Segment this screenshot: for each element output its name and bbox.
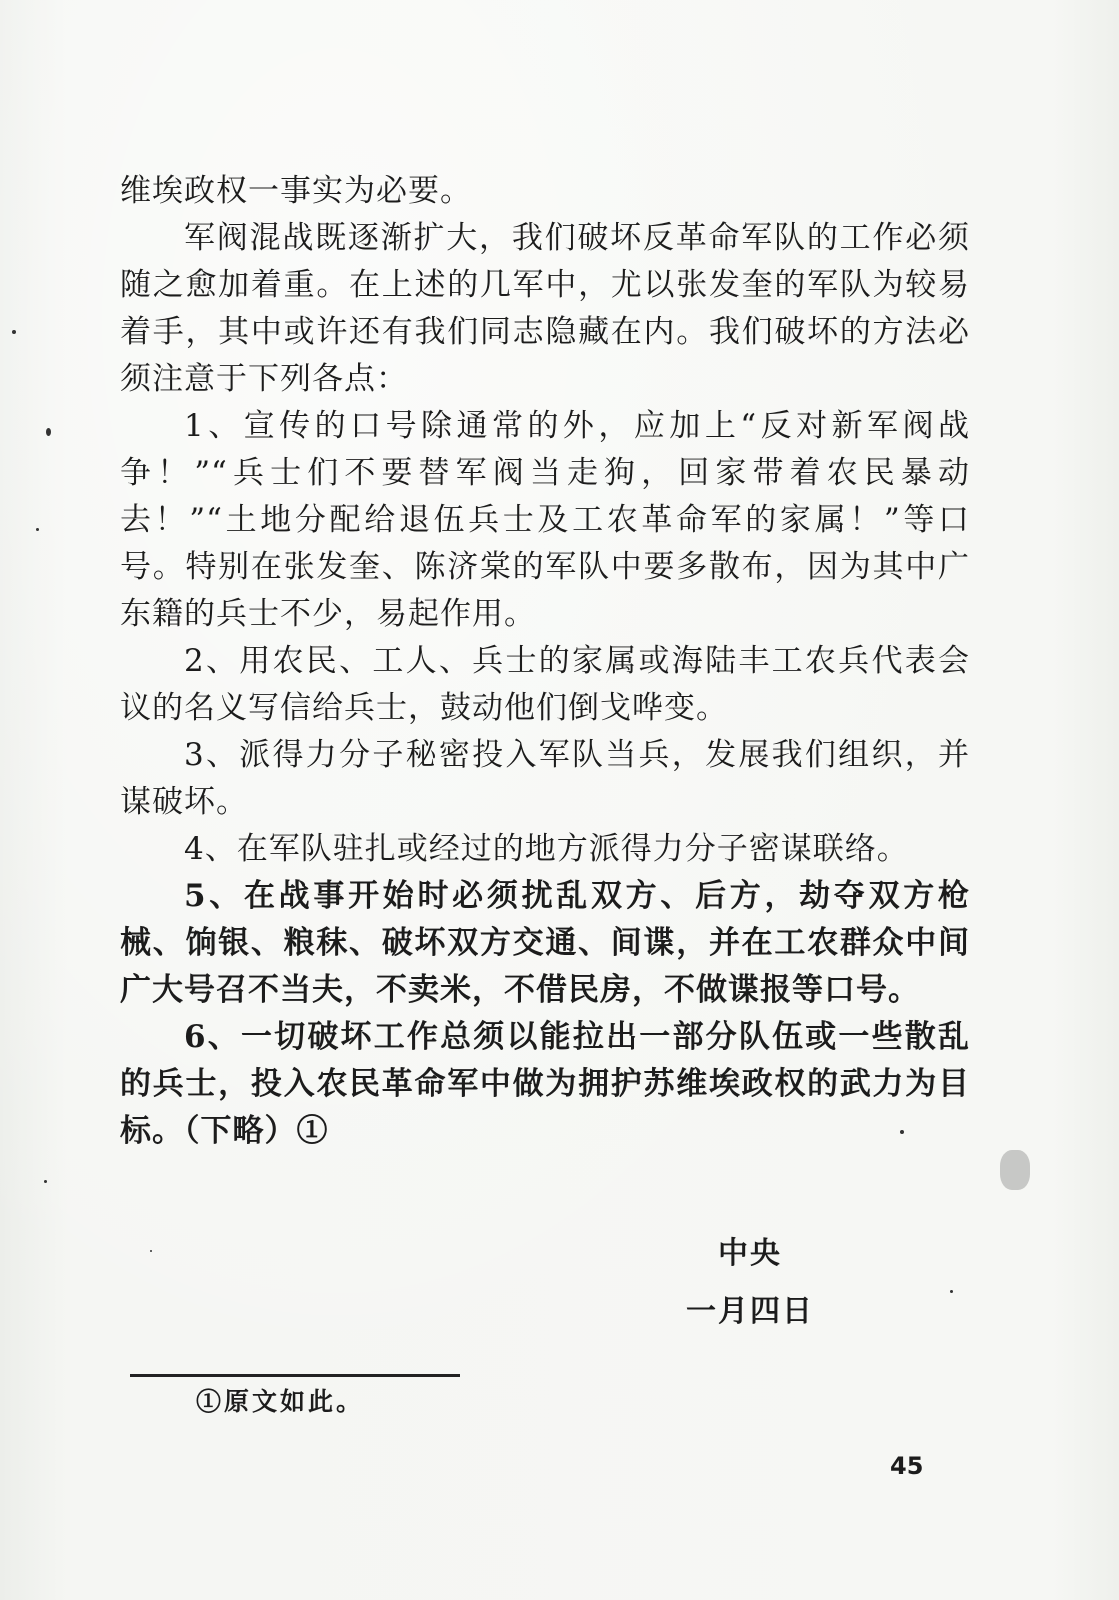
paragraph-item-2: 2、用农民、工人、兵士的家属或海陆丰工农兵代表会议的名义写信给兵士，鼓动他们倒戈哗变。: [120, 643, 970, 726]
paragraph-item-6: 6、一切破坏工作总须以能拉出一部分队伍或一些散乱的兵士，投入农民革命军中做为拥护苏维埃政权的武力为目标。（下略）①: [120, 1019, 970, 1149]
paragraph-item-4: 4、在军队驻扎或经过的地方派得力分子密谋联络。: [184, 831, 909, 867]
paragraph-intro: 军阀混战既逐渐扩大，我们破坏反革命军队的工作必须随之愈加着重。在上述的几军中，尤以张发奎的军队为较易着手，其中或许还有我们同志隐藏在内。我们破坏的方法必须注意于下列各点：: [120, 220, 970, 397]
footnote-divider: [130, 1374, 460, 1377]
scan-speck: [900, 1130, 904, 1134]
scan-speck: [12, 330, 16, 334]
scan-speck: [36, 528, 39, 531]
paragraph-continuation: 维埃政权一事实为必要。: [120, 173, 472, 209]
scan-speck: [150, 1250, 152, 1252]
page-number: 45: [890, 1452, 924, 1480]
footnote: ①原文如此。: [196, 1387, 365, 1416]
signature-org: 中央: [718, 1236, 782, 1271]
signature-date: 一月四日: [686, 1294, 814, 1329]
scan-speck: [1000, 1150, 1030, 1190]
body-text: [120, 168, 970, 1155]
scan-speck: [46, 428, 51, 436]
scan-speck: [44, 1180, 47, 1183]
paragraph-item-5: 5、在战事开始时必须扰乱双方、后方，劫夺双方枪械、饷银、粮秣、破坏双方交通、间谍，并在工农群众中间广大号召不当夫，不卖米，不借民房，不做谍报等口号。: [120, 878, 970, 1008]
paragraph-item-3: 3、派得力分子秘密投入军队当兵，发展我们组织，并谋破坏。: [120, 737, 970, 820]
scan-speck: [950, 1290, 953, 1293]
paragraph-item-1: 1、宣传的口号除通常的外，应加上“反对新军阀战争！”“兵士们不要替军阀当走狗，回家带着农民暴动去！”“土地分配给退伍兵士及工农革命军的家属！”等口号。特别在张发奎、陈济棠的军队中要多散布，因为其中广东籍的兵士不少，易起作用。: [120, 408, 970, 632]
